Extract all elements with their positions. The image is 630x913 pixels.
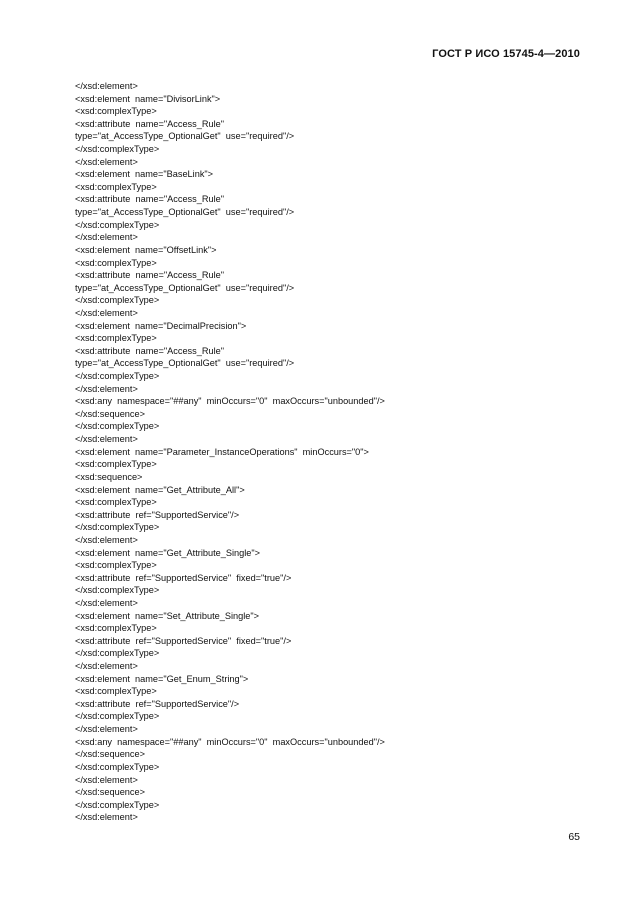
code-line: <xsd:complexType> [75,686,157,697]
code-line: </xsd:complexType> [75,371,160,382]
code-line: type="at_AccessType_OptionalGet" use="required"/> [75,131,295,142]
code-line: </xsd:complexType> [75,585,160,596]
code-line: type="at_AccessType_OptionalGet" use="required"/> [75,358,295,369]
code-line: <xsd:element name="Set_Attribute_Single"> [75,610,260,621]
code-line: <xsd:element name="BaseLink"> [75,169,214,180]
code-line: </xsd:complexType> [75,421,160,432]
code-line: </xsd:element> [75,774,138,785]
code-line: <xsd:attribute ref="SupportedService"/> [75,698,240,709]
code-line: <xsd:attribute name="Access_Rule" [75,345,225,356]
code-line: <xsd:attribute ref="SupportedService" fixed="true"/> [75,635,292,646]
code-line: </xsd:element> [75,307,138,318]
code-line: </xsd:element> [75,156,138,167]
code-line: <xsd:element name="Get_Attribute_Single"> [75,547,261,558]
code-line: </xsd:element> [75,661,138,672]
code-line: </xsd:element> [75,232,138,243]
code-line: <xsd:attribute name="Access_Rule" [75,194,225,205]
code-line: </xsd:element> [75,724,138,735]
code-line: </xsd:complexType> [75,799,160,810]
code-line: </xsd:complexType> [75,144,160,155]
code-line: <xsd:element name="Parameter_InstanceOperations" minOccurs="0"> [75,446,369,457]
code-line: </xsd:element> [75,597,138,608]
page-number: 65 [568,831,580,843]
code-line: <xsd:complexType> [75,560,157,571]
code-line: <xsd:attribute ref="SupportedService"/> [75,509,240,520]
code-line: <xsd:any namespace="##any" minOccurs="0" maxOccurs="unbounded"/> [75,396,385,407]
code-line: <xsd:complexType> [75,623,157,634]
code-line: </xsd:element> [75,81,138,91]
code-line: <xsd:any namespace="##any" minOccurs="0" maxOccurs="unbounded"/> [75,736,385,747]
code-line: type="at_AccessType_OptionalGet" use="required"/> [75,207,295,218]
code-line: <xsd:attribute name="Access_Rule" [75,270,225,281]
code-line: <xsd:complexType> [75,333,157,344]
code-line: <xsd:element name="Get_Enum_String"> [75,673,249,684]
document-header: ГОСТ Р ИСО 15745-4—2010 [432,48,580,60]
code-line: <xsd:element name="DivisorLink"> [75,93,221,104]
code-line: type="at_AccessType_OptionalGet" use="required"/> [75,282,295,293]
xsd-code-listing [75,80,575,824]
code-line: <xsd:element name="DecimalPrecision"> [75,320,247,331]
code-line: <xsd:sequence> [75,471,143,482]
code-line: </xsd:element> [75,383,138,394]
code-line: </xsd:sequence> [75,749,145,760]
code-line: <xsd:element name="OffsetLink"> [75,244,217,255]
code-line: </xsd:complexType> [75,219,160,230]
code-line: <xsd:attribute ref="SupportedService" fixed="true"/> [75,572,292,583]
code-line: </xsd:element> [75,434,138,445]
code-line: <xsd:complexType> [75,106,157,117]
code-line: </xsd:complexType> [75,648,160,659]
code-line: <xsd:complexType> [75,181,157,192]
code-line: </xsd:sequence> [75,408,145,419]
code-line: </xsd:complexType> [75,711,160,722]
code-line: </xsd:element> [75,812,138,823]
code-line: <xsd:complexType> [75,497,157,508]
code-line: <xsd:complexType> [75,459,157,470]
code-line: </xsd:sequence> [75,787,145,798]
code-line: </xsd:complexType> [75,295,160,306]
code-line: </xsd:element> [75,534,138,545]
code-line: <xsd:element name="Get_Attribute_All"> [75,484,245,495]
code-line: </xsd:complexType> [75,761,160,772]
code-line: <xsd:attribute name="Access_Rule" [75,118,225,129]
code-line: </xsd:complexType> [75,522,160,533]
code-line: <xsd:complexType> [75,257,157,268]
